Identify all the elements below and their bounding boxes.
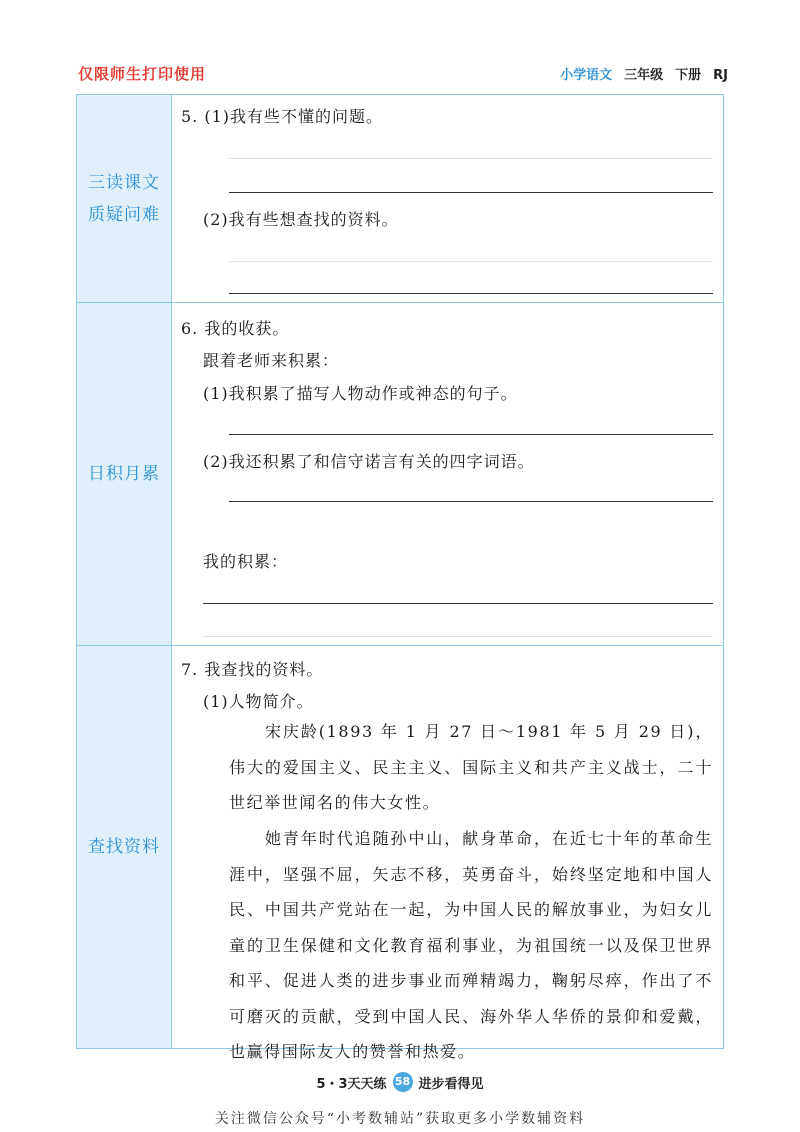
label-line: 质疑问难 [88,204,160,225]
section-q6 [77,302,723,645]
section-label-q5 [77,95,172,302]
label-line: 日积月累 [88,464,160,484]
section-label-q7 [77,646,172,1048]
section-q5 [77,95,723,302]
page-number-badge: 58 [393,1072,413,1092]
section-q7 [77,645,723,1061]
question-6-intro: 跟着老师来积累： [203,351,340,370]
page-footer [0,1072,800,1092]
answer-line[interactable] [203,603,713,604]
edition-label: RJ [713,68,728,83]
worksheet-table [76,94,724,1061]
footer-slogan: 进步看得见 [418,1076,484,1092]
answer-line[interactable] [229,293,713,294]
subject-label: 小学语文 [560,68,613,83]
label-line: 查找资料 [88,837,160,857]
section-label-q6 [77,303,172,645]
book-info [560,64,728,83]
answer-line[interactable] [229,434,713,435]
answer-line[interactable] [229,501,713,502]
question-7-title: 7. 我查找的资料。 [181,660,324,679]
question-6-sub2: (2)我还积累了和信守诺言有关的四字词语。 [203,452,535,471]
print-notice: 仅限师生打印使用 [78,65,207,83]
answer-line[interactable] [229,158,713,159]
question-6-title: 6. 我的收获。 [181,319,290,338]
question-6-sub1: (1)我积累了描写人物动作或神态的句子。 [203,384,518,403]
term-label: 下册 [675,68,702,83]
answer-line[interactable] [203,636,713,637]
question-5-sub2: (2)我有些想查找的资料。 [203,210,399,229]
series-name: 5・3天天练 [316,1076,387,1092]
bio-paragraph-2: 她青年时代追随孙中山，献身革命，在近七十年的革命生涯中，坚强不屈，矢志不移，英勇奋斗，始终坚定地和中国人民、中国共产党站在一起，为中国人民的解放事业，为妇女儿童的卫生保健和文化教育福利事业，为祖国统一以及保卫世界和平、促进人类的进步事业而殚精竭力，鞠躬尽瘁，作出了不可磨灭的贡献，受到中国人民、海外华人华侨的景仰和爱戴，也赢得国际友人的赞誉和热爱。 [229,829,713,1061]
grade-label: 三年级 [624,68,664,83]
question-5-title: 5. (1)我有些不懂的问题。 [181,107,384,126]
answer-line[interactable] [229,261,713,262]
answer-line[interactable] [229,192,713,193]
label-line: 三读课文 [88,172,160,193]
watermark-text: 关注微信公众号“小考数辅站”获取更多小学数辅资料 [214,1111,586,1127]
question-7-sub1: (1)人物简介。 [203,692,314,711]
question-6-mine: 我的积累： [203,552,289,571]
bio-paragraph-1: 宋庆龄(1893 年 1 月 27 日～1981 年 5 月 29 日)，伟大的爱国主义、民主主义、国际主义和共产主义战士，二十世纪举世闻名的伟大女性。 [229,722,713,812]
